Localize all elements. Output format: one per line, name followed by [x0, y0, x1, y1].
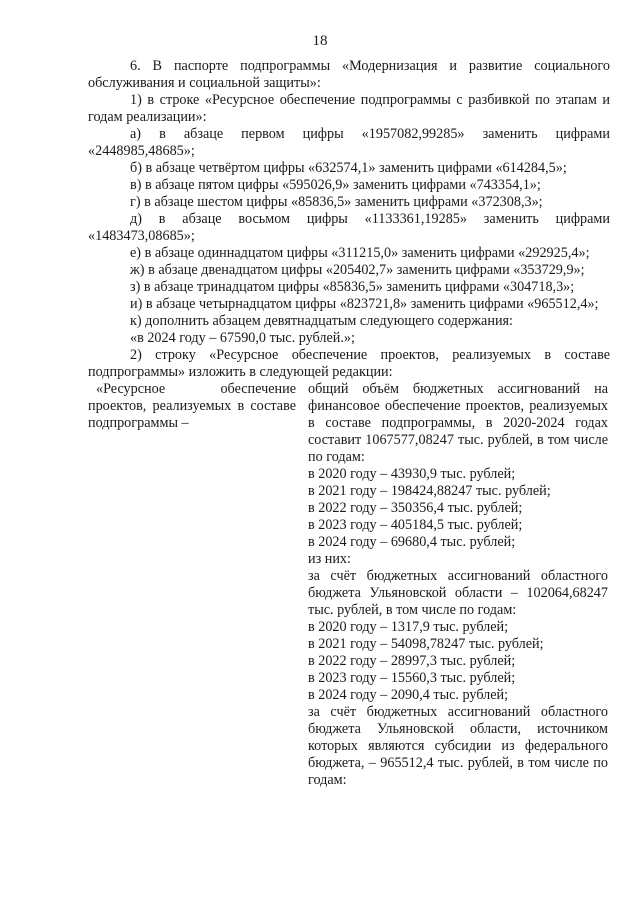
paragraph: в) в абзаце пятом цифры «595026,9» заменить цифрами «743354,1»; [130, 177, 541, 193]
document-body [88, 58, 610, 789]
table-line: в 2021 году – 54098,78247 тыс. рублей; [308, 636, 544, 652]
table-line: в 2023 году – 15560,3 тыс. рублей; [308, 670, 516, 686]
table-line: в 2022 году – 28997,3 тыс. рублей; [308, 653, 516, 669]
paragraph: д) в абзаце восьмом цифры «1133361,19285» заменить цифрами «1483473,08685»; [88, 211, 610, 244]
table-row-label-text: «Ресурсное обеспечение проектов, реализуемых в составе подпрограммы [88, 381, 296, 431]
paragraph: «в 2024 году – 67590,0 тыс. рублей.»; [130, 330, 355, 346]
paragraph: к) дополнить абзацем девятнадцатым следующего содержания: [130, 313, 513, 329]
table-line: в 2023 году – 405184,5 тыс. рублей; [308, 517, 523, 533]
paragraph: г) в абзаце шестом цифры «85836,5» заменить цифрами «372308,3»; [130, 194, 543, 210]
table-line: в 2022 году – 350356,4 тыс. рублей; [308, 500, 523, 516]
paragraph: з) в абзаце тринадцатом цифры «85836,5» заменить цифрами «304718,3»; [130, 279, 575, 295]
table-line: за счёт бюджетных ассигнований областного бюджета Ульяновской области, источником которых являются субсидии из федерального бюджета, – 965512,4 тыс. рублей, в том числе по годам: [308, 704, 608, 788]
table-right-cell [308, 381, 608, 789]
paragraph: и) в абзаце четырнадцатом цифры «823721,8» заменить цифрами «965512,4»; [130, 296, 599, 312]
paragraph: е) в абзаце одиннадцатом цифры «311215,0» заменить цифрами «292925,4»; [130, 245, 590, 261]
paragraph: 6. В паспорте подпрограммы «Модернизация и развитие социального обслуживания и социальной защиты»: [88, 58, 610, 91]
table-line: в 2020 году – 1317,9 тыс. рублей; [308, 619, 509, 635]
table-row-label [88, 381, 296, 432]
table-line: в 2021 году – 198424,88247 тыс. рублей; [308, 483, 551, 499]
paragraph: 2) строку «Ресурсное обеспечение проектов, реализуемых в составе подпрограммы» изложить в следующей редакции: [88, 347, 610, 380]
table-left-cell [88, 381, 296, 789]
resource-table [88, 381, 610, 789]
paragraph: 1) в строке «Ресурсное обеспечение подпрограммы с разбивкой по этапам и годам реализации»: [88, 92, 610, 125]
label-dash: – [181, 415, 189, 431]
table-line: общий объём бюджетных ассигнований на финансовое обеспечение проектов, реализуемых в составе подпрограммы, в 2020-2024 годах составит 1067577,08247 тыс. рублей, в том числе по годам: [308, 381, 608, 465]
table-line: за счёт бюджетных ассигнований областного бюджета Ульяновской области – 102064,68247 тыс. рублей, в том числе по годам: [308, 568, 608, 618]
paragraph: а) в абзаце первом цифры «1957082,99285» заменить цифрами «2448985,48685»; [88, 126, 610, 159]
table-line: в 2020 году – 43930,9 тыс. рублей; [308, 466, 516, 482]
table-line: из них: [308, 551, 351, 567]
table-line: в 2024 году – 69680,4 тыс. рублей; [308, 534, 516, 550]
paragraph: б) в абзаце четвёртом цифры «632574,1» заменить цифрами «614284,5»; [130, 160, 567, 176]
page-number: 18 [312, 33, 328, 49]
table-line: в 2024 году – 2090,4 тыс. рублей; [308, 687, 509, 703]
paragraph: ж) в абзаце двенадцатом цифры «205402,7» заменить цифрами «353729,9»; [130, 262, 585, 278]
